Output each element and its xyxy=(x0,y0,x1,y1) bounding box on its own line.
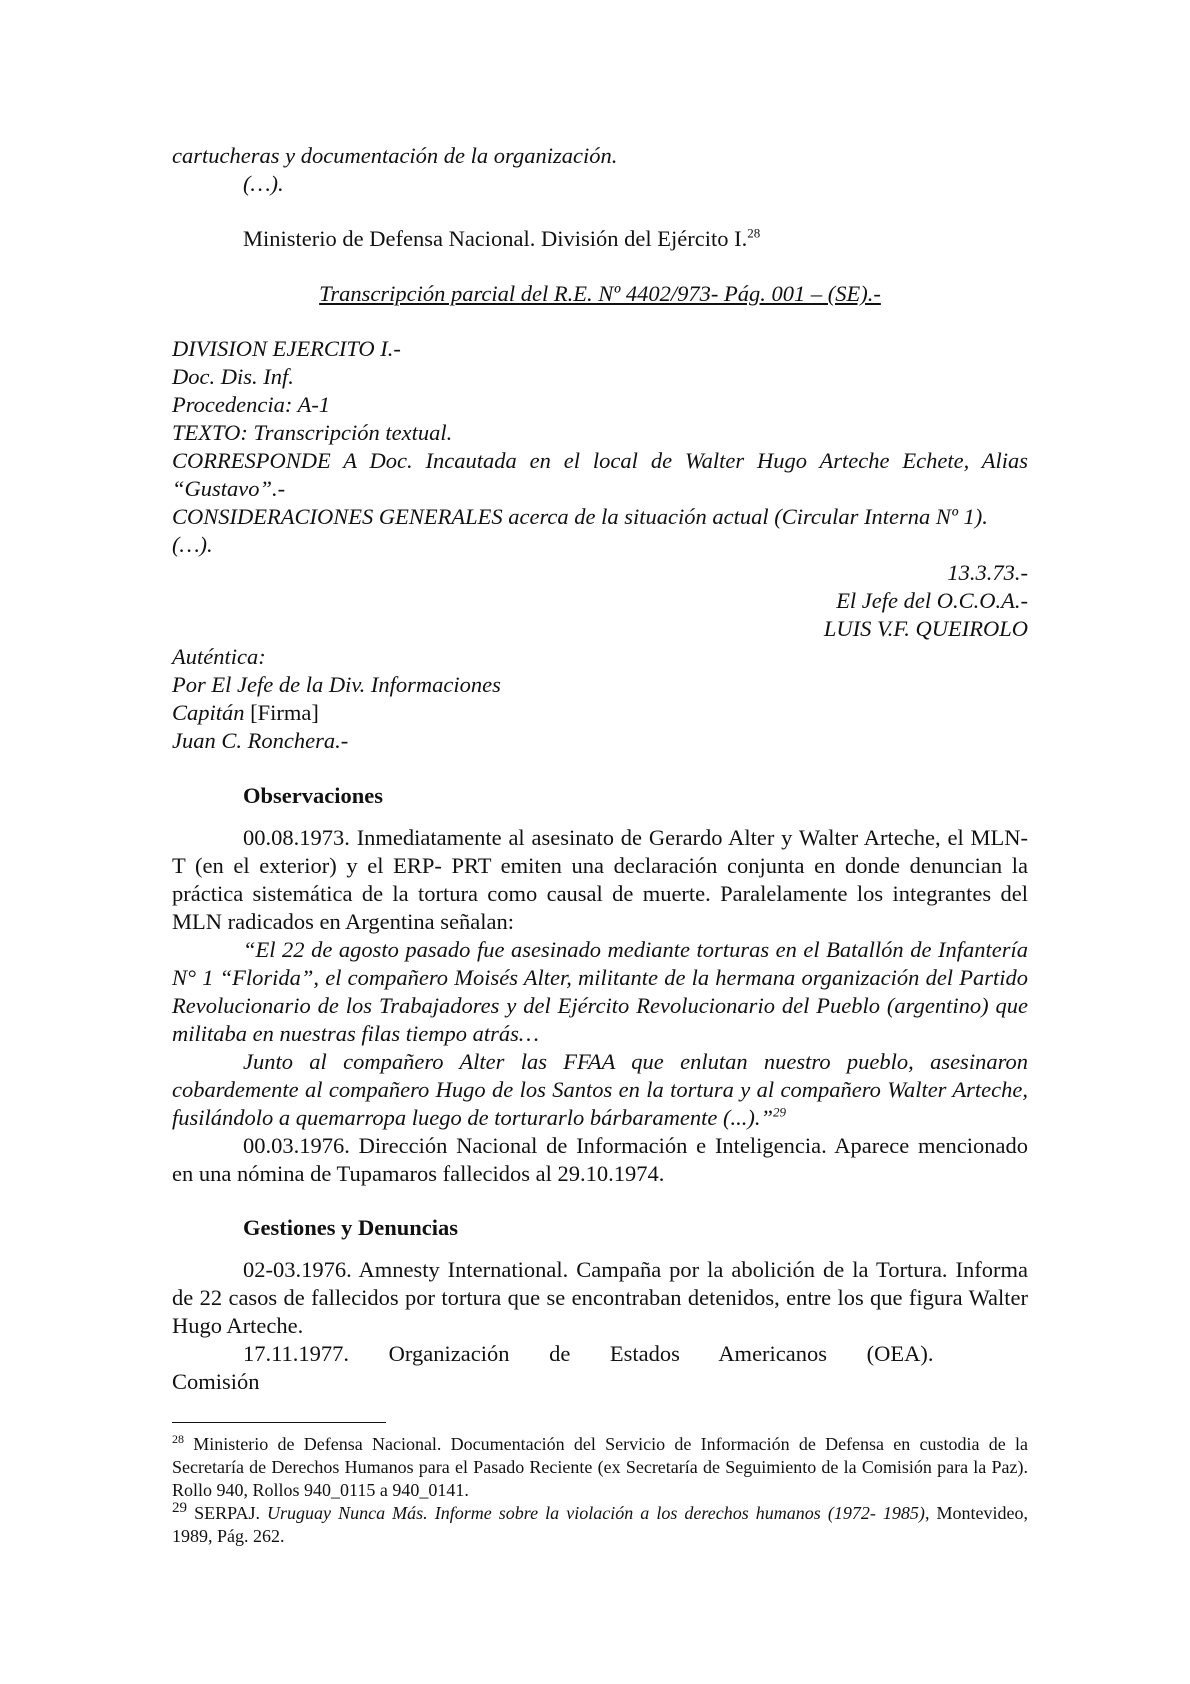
intro-line: cartucheras y documentación de la organización. xyxy=(172,143,618,168)
auth-label: Auténtica: xyxy=(172,644,266,669)
footnote-29-rest: , Montevideo, 1989, Pág. 262. xyxy=(172,1503,1028,1546)
doc-consideraciones: CONSIDERACIONES GENERALES acerca de la situación actual (Circular Interna Nº 1). xyxy=(172,504,988,529)
auth-by: Por El Jefe de la Div. Informaciones xyxy=(172,672,501,697)
intro-ellipsis: (…). xyxy=(243,171,284,196)
footnote-separator xyxy=(172,1422,386,1423)
gestiones-paragraph-1: 02-03.1976. Amnesty International. Campaña por la abolición de la Tortura. Informa de 22 casos de fallecidos por tortura que se encontraban detenidos, entre los que figura Walter Hugo Arteche. xyxy=(172,1257,1028,1338)
doc-line-texto: TEXTO: Transcripción textual. xyxy=(172,420,453,445)
observaciones-heading: Observaciones xyxy=(243,783,383,808)
page-body xyxy=(172,142,1028,1396)
footnote-29-title: Uruguay Nunca Más. Informe sobre la violación a los derechos humanos (1972- 1985) xyxy=(267,1503,925,1523)
auth-rank-line xyxy=(172,699,1028,727)
observaciones-paragraph-1: 00.08.1973. Inmediatamente al asesinato de Gerardo Alter y Walter Arteche, el MLN- T (en el exterior) y el ERP- PRT emiten una declaración conjunta en donde denuncian la práctica sistemática de la tortura como causal de muerte. Paralelamente los integrantes del MLN radicados en Argentina señalan: xyxy=(172,825,1028,934)
footnotes xyxy=(172,1422,1028,1548)
footnote-29-number: 29 xyxy=(172,1500,187,1516)
doc-corresponde: CORRESPONDE A Doc. Incautada en el local de Walter Hugo Arteche Echete, Alias “Gustavo”.- xyxy=(172,448,1028,501)
footnote-29-author: SERPAJ. xyxy=(187,1503,268,1523)
observaciones-quote-2 xyxy=(172,1048,1028,1132)
transcription-title: Transcripción parcial del R.E. Nº 4402/973- Pág. 001 – (SE).- xyxy=(319,281,881,306)
doc-ellipsis: (…). xyxy=(172,532,213,557)
gestiones-heading: Gestiones y Denuncias xyxy=(243,1215,459,1240)
footnote-ref-28: 28 xyxy=(747,225,761,241)
doc-line-procedencia: Procedencia: A-1 xyxy=(172,392,331,417)
observaciones-paragraph-2: 00.03.1976. Dirección Nacional de Información e Inteligencia. Aparece mencionado en una nómina de Tupamaros fallecidos al 29.10.1974. xyxy=(172,1133,1028,1186)
doc-line-dis-inf: Doc. Dis. Inf. xyxy=(172,364,294,389)
auth-name: Juan C. Ronchera.- xyxy=(172,728,349,753)
auth-firma: [Firma] xyxy=(244,700,319,725)
doc-line-division: DIVISION EJERCITO I.- xyxy=(172,336,401,361)
footnote-28-text: Ministerio de Defensa Nacional. Documentación del Servicio de Información de Defensa en custodia de la Secretaría de Derechos Humanos para el Pasado Reciente (ex Secretaría de Seguimiento de la Comisión para la Paz). Rollo 940, Rollos 940_0115 a 940_0141. xyxy=(172,1434,1028,1500)
quote-2-text: Junto al compañero Alter las FFAA que enlutan nuestro pueblo, asesinaron cobardemente al compañero Hugo de los Santos en la tortura y al compañero Walter Arteche, fusilándolo a quemarropa luego de torturarlo bárbaramente (...).” xyxy=(172,1049,1028,1130)
source-heading-text: Ministerio de Defensa Nacional. División del Ejército I. xyxy=(243,226,748,251)
signature-date: 13.3.73.- xyxy=(947,560,1028,585)
footnote-28-number: 28 xyxy=(172,1432,184,1446)
footnote-ref-29: 29 xyxy=(773,1104,787,1120)
signature-name: LUIS V.F. QUEIROLO xyxy=(823,616,1028,641)
auth-rank: Capitán xyxy=(172,700,245,725)
footnote-29 xyxy=(172,1502,1028,1548)
signature-role: El Jefe del O.C.O.A.- xyxy=(836,588,1028,613)
observaciones-quote-1: “El 22 de agosto pasado fue asesinado mediante torturas en el Batallón de Infantería N° 1 “Florida”, el compañero Moisés Alter, militante de la hermana organización del Partido Revolucionario de los Trabajadores y del Ejército Revolucionario del Pueblo (argentino) que militaba en nuestras filas tiempo atrás… xyxy=(172,937,1028,1046)
gestiones-paragraph-2: 17.11.1977. Organización de Estados Americanos (OEA). Comisión xyxy=(172,1341,934,1394)
source-heading xyxy=(172,225,1028,253)
footnote-28 xyxy=(172,1433,1028,1502)
